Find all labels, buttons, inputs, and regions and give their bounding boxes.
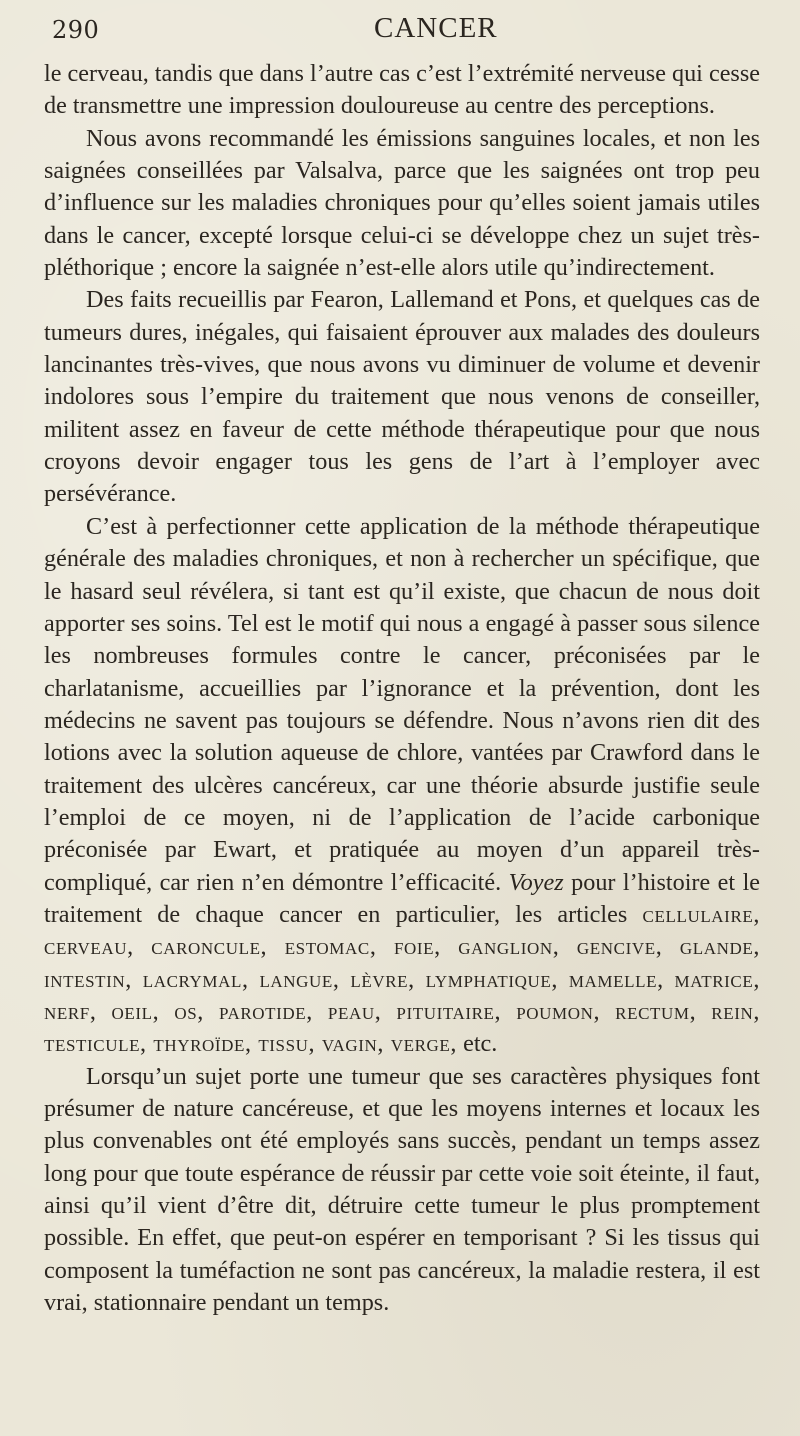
paragraph-1: le cerveau, tandis que dans l’autre cas c’est l’extrémité nerveuse qui cesse de transmettre une impression douloureuse au centre des perceptions. [44, 60, 760, 120]
paragraph-4-text-b: pour l’histoire et le traitement de chaque cancer en particulier, les articles [44, 868, 761, 928]
paragraph-4 [44, 511, 760, 1061]
paragraph-4-text-a: C’est à perfectionner cette application de la méthode thérapeutique générale des maladies chroniques, et non à rechercher un spécifique, que le hasard seul révélera, si tant est qu’il existe, que chacun de nous doit apporter ses soins. Tel est le motif qui nous a engagé à passer sous silence les nombreuses formules contre le cancer, préconisées par le charlatanisme, accueillies par l’ignorance et la prévention, dont les médecins ne savent pas toujours se défendre. Nous n’avons rien dit des lotions avec la solution aqueuse de chlore, vantées par Crawford dans le traitement des ulcères cancéreux, car une théorie absurde justifie seule l’emploi de ce moyen, ni de l’application de l’acide carbonique préconisée par Ewart, et pratiquée au moyen d’un appareil très-compliqué, car rien n’en démontre l’efficacité. [44, 512, 760, 896]
running-head: CANCER [374, 12, 498, 44]
page-number: 290 [52, 16, 100, 44]
paragraph-5: Lorsqu’un sujet porte une tumeur que ses caractères physiques font présumer de nature cancéreuse, et que les moyens internes et locaux les plus convenables ont été employés sans succès, pendant un temps assez long pour que toute espérance de réussir par cette voie soit éteinte, il faut, ainsi qu’il vient d’être dit, détruire cette tumeur le plus promptement possible. En effet, que peut-on espérer en temporisant ? Si les tissus qui composent la tuméfaction ne sont pas cancéreux, la maladie restera, il est vrai, stationnaire pendant un temps. [44, 1062, 760, 1317]
cross-reference-list: cellulaire, cerveau, caroncule, estomac, foie, ganglion, gencive, glande, intestin, lacrymal, langue, lèvre, lymphatique, mamelle, matrice, nerf, oeil, os, parotide, peau, pituitaire, poumon, rectum, rein, testicule, thyroïde, tissu, vagin, verge, [44, 900, 761, 1058]
paragraph-4-text-c: etc. [463, 1030, 498, 1058]
voyez-reference: Voyez [508, 868, 564, 896]
page-header [44, 6, 744, 46]
body-text [44, 58, 760, 1319]
paragraph-2: Nous avons recommandé les émissions sanguines locales, et non les saignées conseillées par Valsalva, parce que les saignées ont trop peu d’influence sur les maladies chroniques pour qu’elles soient jamais utiles dans le cancer, excepté lorsque celui-ci se développe chez un sujet très-pléthorique ; encore la saignée n’est-elle alors utile qu’indirectement. [44, 124, 760, 282]
paragraph-3: Des faits recueillis par Fearon, Lallemand et Pons, et quelques cas de tumeurs dures, inégales, qui faisaient éprouver aux malades des douleurs lancinantes très-vives, que nous avons vu diminuer de volume et devenir indolores sous l’empire du traitement que nous venons de conseiller, militent assez en faveur de cette méthode thérapeutique pour que nous croyons devoir engager tous les gens de l’art à l’employer avec persévérance. [44, 286, 760, 508]
